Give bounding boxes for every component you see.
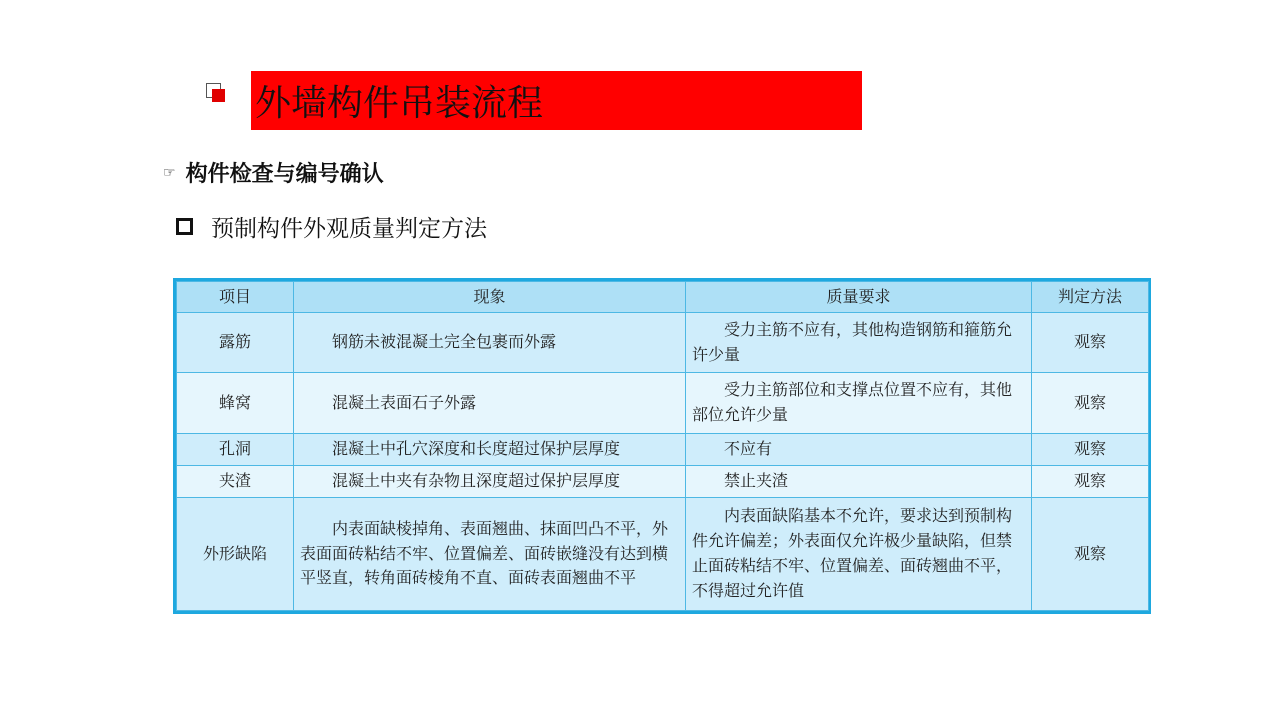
table-row: [177, 313, 1149, 373]
header-method: 判定方法: [1032, 282, 1149, 313]
section-heading-text: 构件检查与编号确认: [185, 162, 384, 187]
cell-phenomenon: 混凝土表面石子外露: [294, 373, 686, 434]
table-row: [177, 498, 1149, 611]
header-item: 项目: [177, 282, 294, 313]
cell-requirement: 内表面缺陷基本不允许，要求达到预制构件允许偏差；外表面仅允许极少量缺陷，但禁止面砖粘结不牢、位置偏差、面砖翘曲不平，不得超过允许值: [686, 498, 1032, 611]
table-row: [177, 434, 1149, 466]
table-header-row: [177, 282, 1149, 313]
cell-requirement: 受力主筋不应有，其他构造钢筋和箍筋允许少量: [686, 313, 1032, 373]
quality-table: [176, 281, 1149, 611]
cell-phenomenon: 钢筋未被混凝土完全包裹而外露: [294, 313, 686, 373]
red-square-bullet-icon: [206, 83, 226, 103]
cell-phenomenon: 混凝土中孔穴深度和长度超过保护层厚度: [294, 434, 686, 466]
table-row: [177, 373, 1149, 434]
subsection-heading: [176, 210, 487, 243]
header-phenomenon: 现象: [294, 282, 686, 313]
header-requirement: 质量要求: [686, 282, 1032, 313]
cell-phenomenon: 混凝土中夹有杂物且深度超过保护层厚度: [294, 466, 686, 498]
cell-item: 蜂窝: [177, 373, 294, 434]
cell-requirement: 不应有: [686, 434, 1032, 466]
pointing-hand-icon: ☞: [163, 164, 176, 181]
quality-table-container: [173, 278, 1151, 614]
cell-item: 露筋: [177, 313, 294, 373]
cell-method: 观察: [1032, 434, 1149, 466]
cell-item: 夹渣: [177, 466, 294, 498]
cell-requirement: 禁止夹渣: [686, 466, 1032, 498]
cell-method: 观察: [1032, 373, 1149, 434]
page-title: 外墙构件吊装流程: [255, 83, 544, 124]
title-bar: [251, 71, 862, 130]
cell-item: 外形缺陷: [177, 498, 294, 611]
cell-item: 孔洞: [177, 434, 294, 466]
cell-phenomenon: 内表面缺棱掉角、表面翘曲、抹面凹凸不平，外表面面砖粘结不牢、位置偏差、面砖嵌缝没有达到横平竖直，转角面砖棱角不直、面砖表面翘曲不平: [294, 498, 686, 611]
cell-method: 观察: [1032, 498, 1149, 611]
section-heading: [163, 157, 384, 188]
subsection-heading-text: 预制构件外观质量判定方法: [211, 216, 487, 242]
cell-method: 观察: [1032, 313, 1149, 373]
cell-method: 观察: [1032, 466, 1149, 498]
hollow-square-icon: [176, 218, 193, 235]
table-row: [177, 466, 1149, 498]
cell-requirement: 受力主筋部位和支撑点位置不应有，其他部位允许少量: [686, 373, 1032, 434]
